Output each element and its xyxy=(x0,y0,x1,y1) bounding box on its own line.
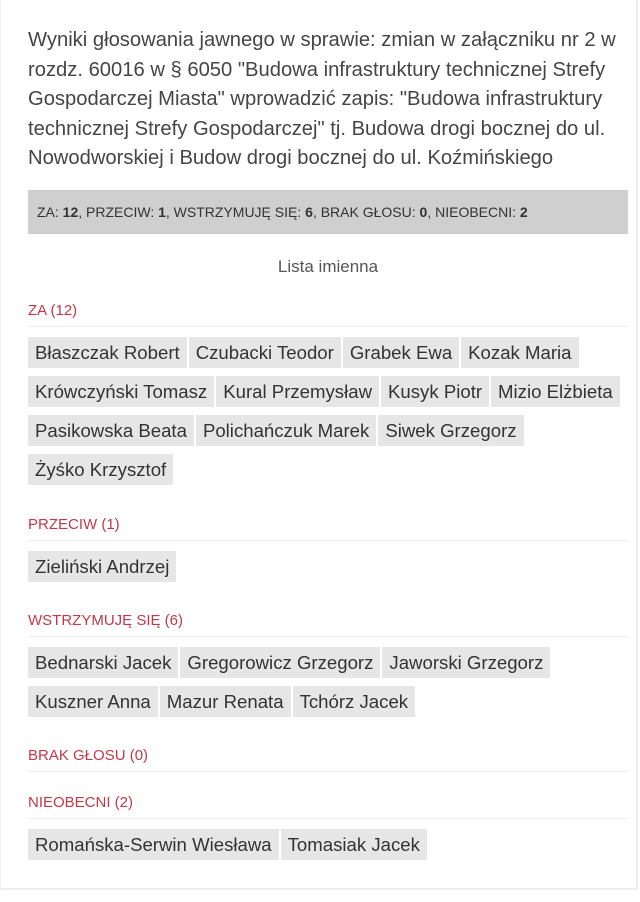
name-list xyxy=(28,819,628,868)
summary-przeciw-value: 1 xyxy=(158,204,166,220)
voter-name: Polichańczuk Marek xyxy=(196,415,376,446)
section-heading: WSTRZYMUJĘ SIĘ (6) xyxy=(28,611,628,637)
summary-wstrzymuje-label: , WSTRZYMUJĘ SIĘ: xyxy=(165,204,302,220)
voter-name: Tchórz Jacek xyxy=(293,686,416,717)
section-wstrzymuje xyxy=(28,611,628,725)
voter-name: Błaszczak Robert xyxy=(28,337,187,368)
summary-wstrzymuje-value: 6 xyxy=(305,204,313,220)
vote-title: Wyniki głosowania jawnego w sprawie: zmian w załączniku nr 2 w rozdz. 60016 w § 6050 "Budowa infrastruktury technicznej Strefy Gospodarczej Miasta" wprowadzić zapis: "Budowa infrastruktury technicznej Strefy Gospodarczej" tj. Budowa drogi bocznej do ul. Nowodworskiej i Budow drogi bocznej do ul. Koźmińskiego xyxy=(28,29,616,169)
voter-name: Gregorowicz Grzegorz xyxy=(180,647,380,678)
summary-za-value: 12 xyxy=(62,204,79,220)
voter-name: Zieliński Andrzej xyxy=(28,551,176,582)
section-nieobecni xyxy=(28,793,628,868)
voter-name: Romańska-Serwin Wiesława xyxy=(28,829,279,860)
voter-name: Jaworski Grzegorz xyxy=(382,647,550,678)
section-heading: ZA (12) xyxy=(28,301,628,327)
named-list-title: Lista imienna xyxy=(277,257,379,276)
name-list xyxy=(28,637,628,725)
section-za xyxy=(28,301,628,493)
name-list xyxy=(28,327,628,493)
section-przeciw xyxy=(28,515,628,590)
voter-name: Grabek Ewa xyxy=(343,337,459,368)
vote-summary-bar xyxy=(28,190,628,234)
name-list xyxy=(28,541,628,590)
summary-za-label: ZA: xyxy=(37,204,59,220)
voter-name: Siwek Grzegorz xyxy=(378,415,523,446)
voter-name: Kozak Maria xyxy=(461,337,578,368)
voter-name: Tomasiak Jacek xyxy=(281,829,427,860)
voter-name: Kural Przemysław xyxy=(216,376,379,407)
summary-nieobecni-label: , NIEOBECNI: xyxy=(427,204,517,220)
section-heading: PRZECIW (1) xyxy=(28,515,628,541)
summary-nieobecni-value: 2 xyxy=(519,204,528,220)
section-heading: NIEOBECNI (2) xyxy=(28,793,628,819)
summary-przeciw-label: , PRZECIW: xyxy=(78,204,155,220)
voter-name: Mizio Elżbieta xyxy=(491,376,620,407)
voter-name: Kusyk Piotr xyxy=(381,376,489,407)
voter-name: Bednarski Jacek xyxy=(28,647,178,678)
voter-name: Pasikowska Beata xyxy=(28,415,194,446)
summary-brak-label: , BRAK GŁOSU: xyxy=(312,204,416,220)
voter-name: Mazur Renata xyxy=(160,686,291,717)
section-heading: BRAK GŁOSU (0) xyxy=(28,746,628,772)
section-brak-glosu xyxy=(28,746,628,772)
voter-name: Czubacki Teodor xyxy=(189,337,341,368)
summary-brak-value: 0 xyxy=(419,204,428,220)
voter-name: Krówczyński Tomasz xyxy=(28,376,214,407)
voter-name: Kuszner Anna xyxy=(28,686,158,717)
voter-name: Żyśko Krzysztof xyxy=(28,454,173,485)
